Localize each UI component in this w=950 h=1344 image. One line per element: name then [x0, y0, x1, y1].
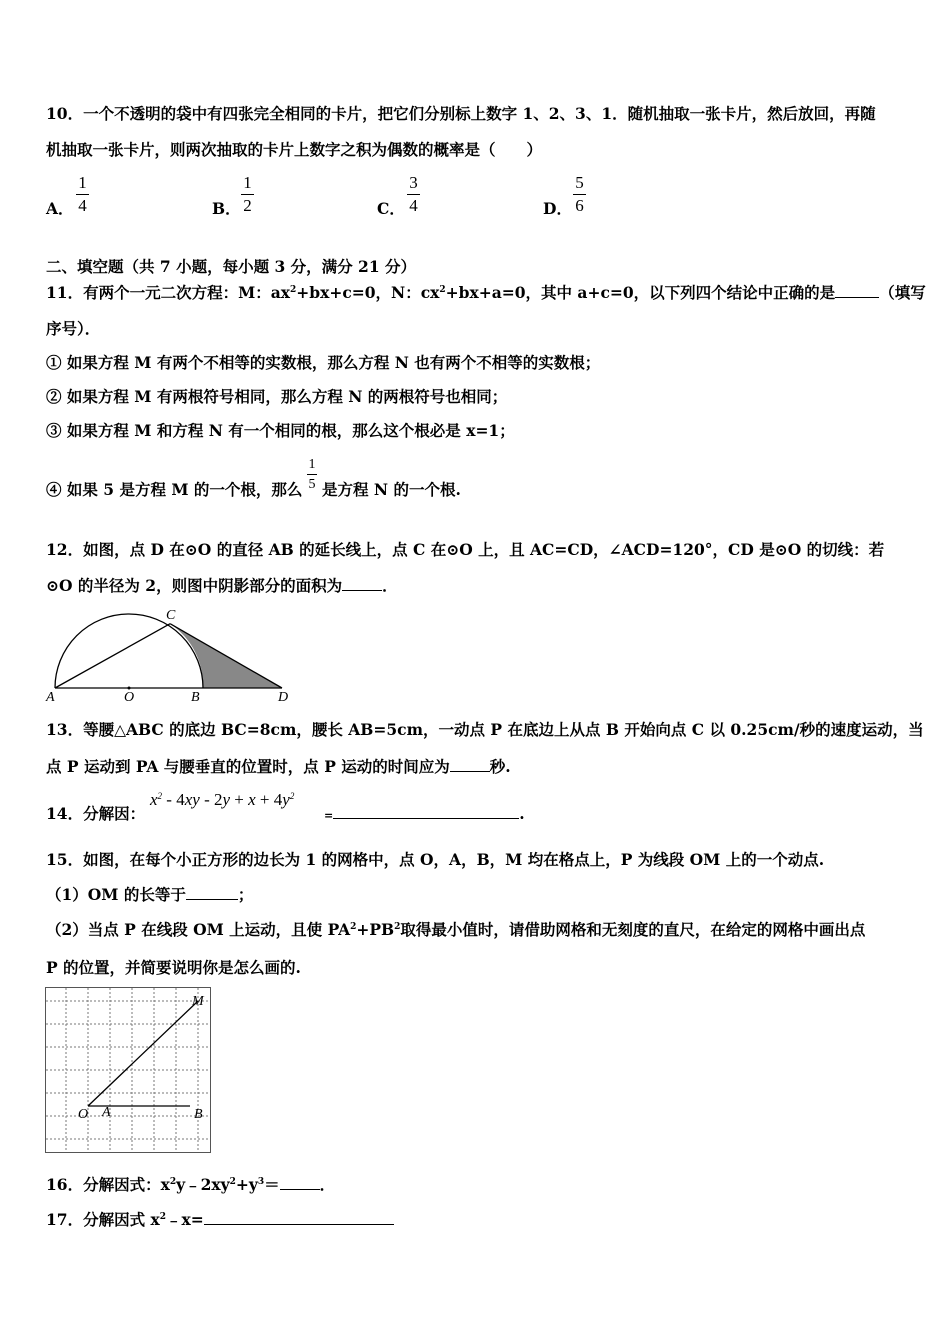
answer-blank: [342, 590, 382, 591]
q12-figure: [44, 604, 294, 704]
option-fraction: [407, 174, 420, 215]
answer-blank: [280, 1189, 320, 1190]
option-fraction: [241, 174, 254, 215]
label-m: M: [192, 994, 204, 1009]
denominator: 4: [78, 196, 87, 215]
q11-conclusion-1: ① 如果方程 M 有两个不相等的实数根，那么方程 N 也有两个不相等的实数根；: [46, 353, 601, 372]
q13-line1: 13．等腰△ABC 的底边 BC=8cm，腰长 AB=5cm，一动点 P 在底边上从点 B 开始向点 C 以 0.25cm/秒的速度运动，当: [46, 720, 924, 739]
q11-conclusion-2: ② 如果方程 M 有两根符号相同，那么方程 N 的两根符号也相同；: [46, 387, 508, 406]
label-o: O: [78, 1107, 89, 1122]
semicircle: [55, 614, 203, 688]
q14-expression: $x^2 - 4xy - 2y + x + 4y^2$: [150, 790, 295, 809]
q12-line2: ⊙O 的半径为 2，则图中阴影部分的面积为 ．: [46, 576, 398, 595]
numerator: 1: [308, 457, 316, 472]
answer-blank: [333, 818, 519, 819]
q13-line2: 点 P 运动到 PA 与腰垂直的位置时，点 P 运动的时间应为 秒.: [46, 757, 511, 776]
section-heading: 二、填空题（共 7 小题，每小题 3 分，满分 21 分）: [46, 257, 417, 276]
denominator: 6: [575, 196, 584, 215]
option-label: C．: [377, 199, 405, 218]
q11-conclusion-4-b: 是方程 N 的一个根.: [322, 480, 461, 499]
q11-line1: 11．有两个一元二次方程：M：$ax^2+bx+c=0$，N：$cx^2+bx+a=0$，其中 a+c=0，以下列四个结论中正确的是 （填写: [46, 283, 926, 302]
q16-line: 16．分解因式：$x^2y﹣2xy^2+y^3=$ ．: [46, 1175, 336, 1194]
answer-blank: [835, 297, 879, 298]
q15-part2: （2）当点 P 在线段 OM 上运动，且使 $PA^2+PB^2$取得最小值时，请借助网格和无刻度的直尺，在给定的网格中画出点: [46, 920, 866, 939]
label-a: A: [102, 1105, 111, 1120]
option-fraction: [76, 174, 89, 215]
option-fraction: [573, 174, 586, 215]
q10-line1: 10．一个不透明的袋中有四张完全相同的卡片，把它们分别标上数字 1、2、3、1．随机抽取一张卡片，然后放回，再随: [46, 104, 876, 123]
q14-answer: = .: [324, 804, 525, 823]
denominator: 5: [308, 477, 316, 492]
option-label: B．: [212, 199, 241, 218]
q11-conclusion-3: ③ 如果方程 M 和方程 N 有一个相同的根，那么这个根必是 x=1；: [46, 421, 515, 440]
label-d: D: [278, 690, 289, 704]
label-o: O: [124, 690, 135, 704]
q15-line1: 15．如图，在每个小正方形的边长为 1 的网格中，点 O，A，B，M 均在格点上，P 为线段 OM 上的一个动点.: [46, 850, 825, 869]
label-b: B: [191, 690, 200, 704]
chord-ac: [55, 624, 170, 688]
answer-blank: [186, 899, 238, 900]
label-b: B: [194, 1107, 203, 1122]
denominator: 2: [243, 196, 252, 215]
q10-line2: 机抽取一张卡片，则两次抽取的卡片上数字之积为偶数的概率是（ ）: [46, 140, 543, 159]
numerator: 1: [78, 173, 87, 192]
q12-line1: 12．如图，点 D 在⊙O 的直径 AB 的延长线上，点 C 在⊙O 上，且 AC=CD，∠ACD=120°，CD 是⊙O 的切线：若: [46, 540, 885, 559]
q11-conclusion-4-a: ④ 如果 5 是方程 M 的一个根，那么: [46, 480, 303, 499]
q15-part2-line2: P 的位置，并简要说明你是怎么画的.: [46, 958, 301, 977]
segment-om: [88, 1001, 198, 1106]
numerator: 1: [243, 173, 252, 192]
q14-prefix: 14．分解因：: [46, 804, 146, 823]
q11-fraction: [307, 457, 317, 492]
numerator: 5: [575, 173, 584, 192]
q17-line: 17．分解因式 $x^2﹣x=$: [46, 1210, 394, 1230]
denominator: 4: [409, 196, 418, 215]
q15-grid-figure: [44, 986, 214, 1156]
answer-blank: [204, 1224, 394, 1225]
label-c: C: [166, 608, 176, 623]
numerator: 3: [409, 173, 418, 192]
option-label: A．: [46, 199, 74, 218]
q11-line2: 序号）．: [46, 319, 101, 338]
q15-part1: （1）OM 的长等于 ；: [46, 885, 254, 904]
option-label: D．: [543, 199, 572, 218]
answer-blank: [450, 771, 490, 772]
label-a: A: [46, 690, 55, 704]
